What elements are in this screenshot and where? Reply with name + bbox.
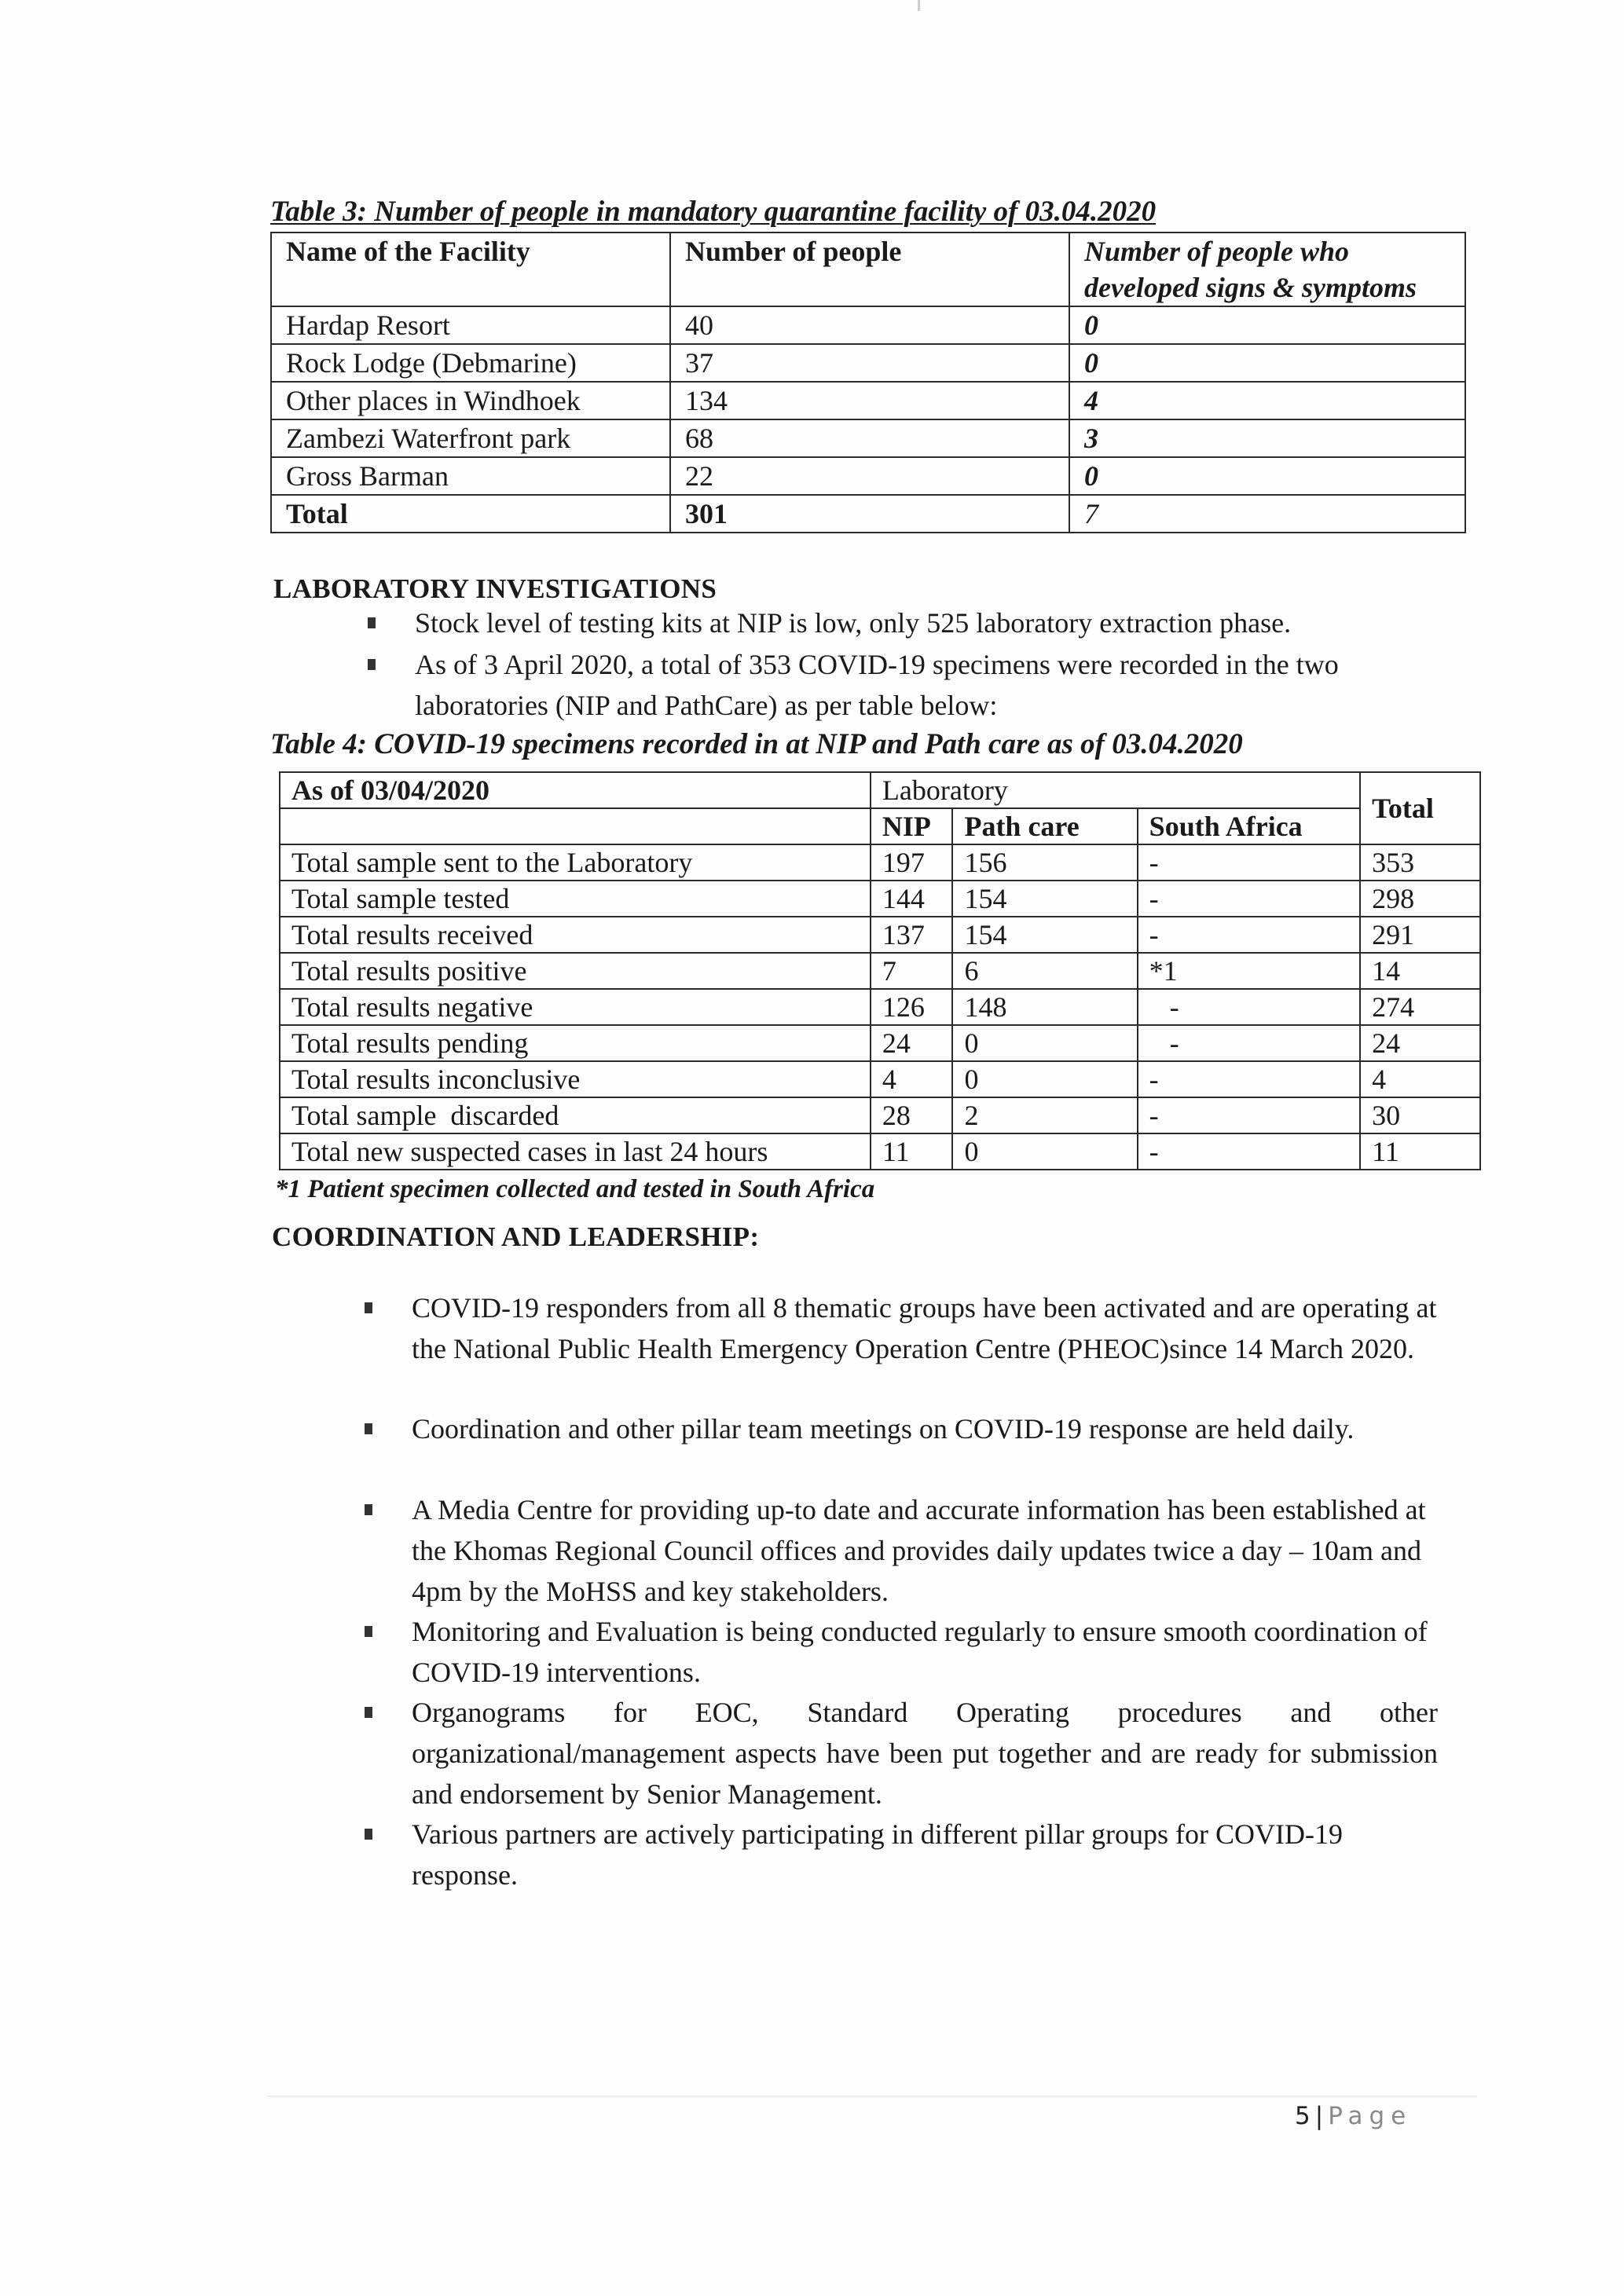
table-row xyxy=(280,1025,1480,1061)
bullet-text: Organograms for EOC, Standard Operating procedures and other organizational/management aspects have been put together and are ready for submission and endorsement by Senior Management. xyxy=(412,1697,1438,1810)
nip-value: 126 xyxy=(871,989,953,1025)
symptoms-count: 4 xyxy=(1069,382,1465,419)
total-symptoms: 7 xyxy=(1069,495,1465,533)
people-count: 134 xyxy=(670,382,1069,419)
nip-value: 24 xyxy=(871,1025,953,1061)
table-row xyxy=(271,382,1465,419)
table-header-row xyxy=(271,233,1465,306)
pathcare-value: 6 xyxy=(952,953,1137,989)
pathcare-value: 156 xyxy=(952,844,1137,881)
empty-header-cell xyxy=(280,808,871,844)
col-header-facility: Name of the Facility xyxy=(271,233,670,306)
table-header-row xyxy=(280,772,1480,808)
bullet-text: Stock level of testing kits at NIP is low, only 525 laboratory extraction phase. xyxy=(415,607,1292,639)
nip-value: 137 xyxy=(871,917,953,953)
nip-value: 11 xyxy=(871,1133,953,1170)
row-label: Total new suspected cases in last 24 hours xyxy=(280,1133,871,1170)
bullet-text: As of 3 April 2020, a total of 353 COVID-19 specimens were recorded in the two laboratories (NIP and PathCare) as per table below: xyxy=(415,649,1339,721)
row-label: Total sample discarded xyxy=(280,1097,871,1133)
nip-value: 197 xyxy=(871,844,953,881)
total-value: 4 xyxy=(1360,1061,1480,1097)
table-row xyxy=(280,844,1480,881)
page-label: Page xyxy=(1328,2102,1413,2130)
table-subheader-row xyxy=(280,808,1480,844)
bullet-square-icon xyxy=(365,1423,372,1434)
pathcare-value: 154 xyxy=(952,917,1137,953)
facility-name: Hardap Resort xyxy=(271,306,670,344)
table-row xyxy=(280,953,1480,989)
coordination-bullet xyxy=(412,1489,1441,1612)
table-row xyxy=(280,1133,1480,1170)
total-value: 24 xyxy=(1360,1025,1480,1061)
coordination-bullet xyxy=(412,1408,1441,1449)
south-africa-value: - xyxy=(1138,881,1360,917)
south-africa-value: - xyxy=(1138,989,1360,1025)
total-label: Total xyxy=(271,495,670,533)
total-value: 274 xyxy=(1360,989,1480,1025)
table-row xyxy=(271,344,1465,382)
col-header-symptoms: Number of people who developed signs & symptoms xyxy=(1069,233,1465,306)
south-africa-value: - xyxy=(1138,1133,1360,1170)
nip-value: 7 xyxy=(871,953,953,989)
specimens-table xyxy=(279,771,1481,1170)
total-people: 301 xyxy=(670,495,1069,533)
south-africa-value: - xyxy=(1138,1025,1360,1061)
total-value: 291 xyxy=(1360,917,1480,953)
page-footer xyxy=(1295,2102,1412,2130)
bullet-square-icon xyxy=(365,1626,372,1637)
south-africa-value: - xyxy=(1138,917,1360,953)
table-row xyxy=(280,989,1480,1025)
table-row xyxy=(280,917,1480,953)
facility-name: Zambezi Waterfront park xyxy=(271,419,670,457)
people-count: 37 xyxy=(670,344,1069,382)
lab-heading: LABORATORY INVESTIGATIONS xyxy=(273,573,717,604)
coordination-bullet xyxy=(412,1814,1441,1895)
south-africa-value: - xyxy=(1138,844,1360,881)
south-africa-value: *1 xyxy=(1138,953,1360,989)
footer-separator: | xyxy=(1314,2102,1324,2130)
total-value: 11 xyxy=(1360,1133,1480,1170)
bullet-square-icon xyxy=(368,659,376,670)
bullet-square-icon xyxy=(365,1707,372,1718)
total-value: 30 xyxy=(1360,1097,1480,1133)
col-header-people: Number of people xyxy=(670,233,1069,306)
col-header-pathcare: Path care xyxy=(952,808,1137,844)
facility-name: Rock Lodge (Debmarine) xyxy=(271,344,670,382)
coordination-heading: COORDINATION AND LEADERSHIP: xyxy=(272,1221,760,1252)
table-row xyxy=(271,306,1465,344)
south-africa-value: - xyxy=(1138,1061,1360,1097)
people-count: 40 xyxy=(670,306,1069,344)
pathcare-value: 0 xyxy=(952,1025,1137,1061)
facility-name: Other places in Windhoek xyxy=(271,382,670,419)
bullet-text: Monitoring and Evaluation is being conducted regularly to ensure smooth coordination of COVID-19 interventions. xyxy=(412,1616,1428,1688)
table-row xyxy=(280,1097,1480,1133)
bullet-square-icon xyxy=(365,1302,372,1313)
nip-value: 28 xyxy=(871,1097,953,1133)
row-label: Total results positive xyxy=(280,953,871,989)
page-number: 5 xyxy=(1295,2102,1311,2130)
bullet-text: COVID-19 responders from all 8 thematic groups have been activated and are operating at the National Public Health Emergency Operation Centre (PHEOC)since 14 March 2020. xyxy=(412,1292,1437,1364)
south-africa-value: - xyxy=(1138,1097,1360,1133)
pathcare-value: 0 xyxy=(952,1061,1137,1097)
coordination-bullet xyxy=(412,1611,1441,1693)
pathcare-value: 2 xyxy=(952,1097,1137,1133)
lab-bullet xyxy=(415,602,1444,643)
bullet-text: Various partners are actively participating in different pillar groups for COVID-19 response. xyxy=(412,1818,1343,1891)
facility-name: Gross Barman xyxy=(271,457,670,495)
col-header-nip: NIP xyxy=(871,808,953,844)
nip-value: 144 xyxy=(871,881,953,917)
col-header-as-of: As of 03/04/2020 xyxy=(280,772,871,808)
table4-footnote: *1 Patient specimen collected and tested in South Africa xyxy=(275,1175,875,1203)
total-value: 353 xyxy=(1360,844,1480,881)
bullet-square-icon xyxy=(368,617,376,628)
col-header-south-africa: South Africa xyxy=(1138,808,1360,844)
bullet-square-icon xyxy=(365,1829,372,1840)
lab-bullet xyxy=(415,644,1460,726)
symptoms-count: 0 xyxy=(1069,457,1465,495)
row-label: Total sample tested xyxy=(280,881,871,917)
symptoms-count: 0 xyxy=(1069,344,1465,382)
coordination-bullet xyxy=(412,1287,1441,1369)
table-row xyxy=(271,419,1465,457)
table3-caption: Table 3: Number of people in mandatory quarantine facility of 03.04.2020 xyxy=(270,196,1157,228)
row-label: Total results negative xyxy=(280,989,871,1025)
total-value: 14 xyxy=(1360,953,1480,989)
people-count: 22 xyxy=(670,457,1069,495)
coordination-bullet xyxy=(412,1692,1438,1814)
table-total-row xyxy=(271,495,1465,533)
total-value: 298 xyxy=(1360,881,1480,917)
scan-mark xyxy=(918,0,920,11)
pathcare-value: 148 xyxy=(952,989,1137,1025)
symptoms-count: 0 xyxy=(1069,306,1465,344)
table-row xyxy=(271,457,1465,495)
table-row xyxy=(280,1061,1480,1097)
row-label: Total results inconclusive xyxy=(280,1061,871,1097)
bullet-text: Coordination and other pillar team meetings on COVID-19 response are held daily. xyxy=(412,1413,1355,1445)
quarantine-facility-table xyxy=(270,232,1466,533)
symptoms-count: 3 xyxy=(1069,419,1465,457)
pathcare-value: 154 xyxy=(952,881,1137,917)
col-header-total: Total xyxy=(1360,772,1480,844)
people-count: 68 xyxy=(670,419,1069,457)
row-label: Total results received xyxy=(280,917,871,953)
nip-value: 4 xyxy=(871,1061,953,1097)
row-label: Total results pending xyxy=(280,1025,871,1061)
bullet-square-icon xyxy=(365,1504,372,1515)
row-label: Total sample sent to the Laboratory xyxy=(280,844,871,881)
table-row xyxy=(280,881,1480,917)
pathcare-value: 0 xyxy=(952,1133,1137,1170)
col-header-laboratory: Laboratory xyxy=(871,772,1360,808)
bullet-text: A Media Centre for providing up-to date and accurate information has been established at the Khomas Regional Council offices and provides daily updates twice a day – 10am and 4pm by the MoHSS and key stakeholders. xyxy=(412,1494,1426,1607)
table4-caption: Table 4: COVID-19 specimens recorded in at NIP and Path care as of 03.04.2020 xyxy=(270,728,1243,760)
